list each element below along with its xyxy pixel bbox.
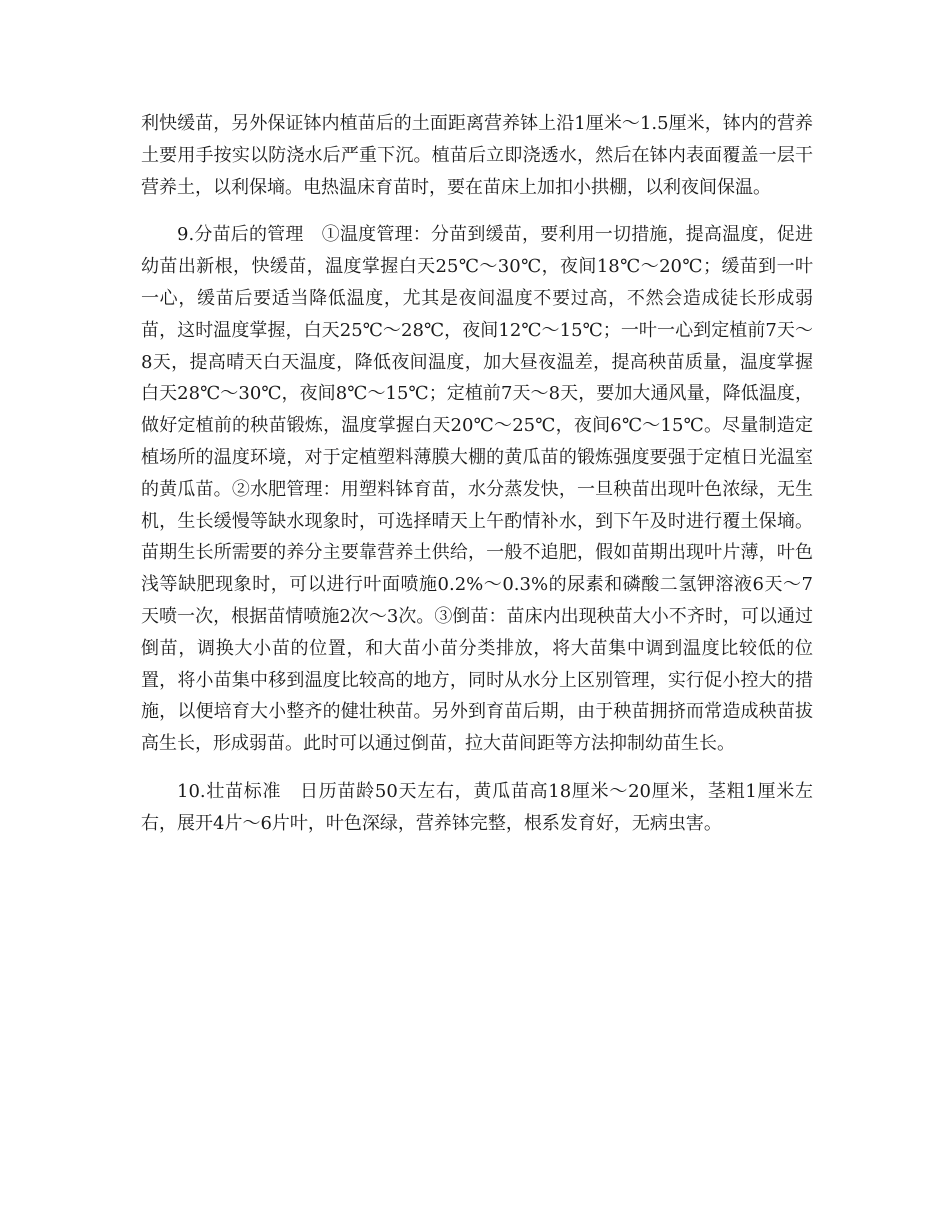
paragraph-section-9-seedling-management: 9.分苗后的管理 ①温度管理：分苗到缓苗，要利用一切措施，提高温度，促进幼苗出新根，快缓苗，温度掌握白天25℃～30℃，夜间18℃～20℃；缓苗到一叶一心，缓苗后要适当降低温度，尤其是夜间温度不要过高，不然会造成徒长形成弱苗，这时温度掌握，白天25℃～28℃，夜间12℃～15℃；一叶一心到定植前7天～8天，提高晴天白天温度，降低夜间温度，加大昼夜温差，提高秧苗质量，温度掌握白天28℃～30℃，夜间8℃～15℃；定植前7天～8天，要加大通风量，降低温度，做好定植前的秧苗锻炼，温度掌握白天20℃～25℃，夜间6℃～15℃。尽量制造定植场所的温度环境，对于定植塑料薄膜大棚的黄瓜苗的锻炼强度要强于定植日光温室的黄瓜苗。②水肥管理：用塑料钵育苗，水分蒸发快，一旦秧苗出现叶色浓绿，无生机，生长缓慢等缺水现象时，可选择晴天上午酌情补水，到下午及时进行覆土保墒。苗期生长所需要的养分主要靠营养土供给，一般不追肥，假如苗期出现叶片薄，叶色浅等缺肥现象时，可以进行叶面喷施0.2%～0.3%的尿素和磷酸二氢钾溶液6天～7天喷一次，根据苗情喷施2次～3次。③倒苗：苗床内出现秧苗大小不齐时，可以通过倒苗，调换大小苗的位置，和大苗小苗分类排放，将大苗集中调到温度比较低的位置，将小苗集中移到温度比较高的地方，同时从水分上区别管理，实行促小控大的措施，以便培育大小整齐的健壮秧苗。另外到育苗后期，由于秧苗拥挤而常造成秧苗拔高生长，形成弱苗。此时可以通过倒苗，拉大苗间距等方法抑制幼苗生长。 [141,224,813,755]
paragraph-section-10-strong-seedling-standard: 10.壮苗标准 日历苗龄50天左右，黄瓜苗高18厘米～20厘米，茎粗1厘米左右，展开4片～6片叶，叶色深绿，营养钵完整，根系发育好，无病虫害。 [141,780,813,834]
document-page [141,108,813,840]
paragraph-continuation: 利快缓苗，另外保证钵内植苗后的土面距离营养钵上沿1厘米～1.5厘米，钵内的营养土要用手按实以防浇水后严重下沉。植苗后立即浇透水，然后在钵内表面覆盖一层干营养土，以利保墒。电热温床育苗时，要在苗床上加扣小拱棚，以利夜间保温。 [141,113,813,198]
